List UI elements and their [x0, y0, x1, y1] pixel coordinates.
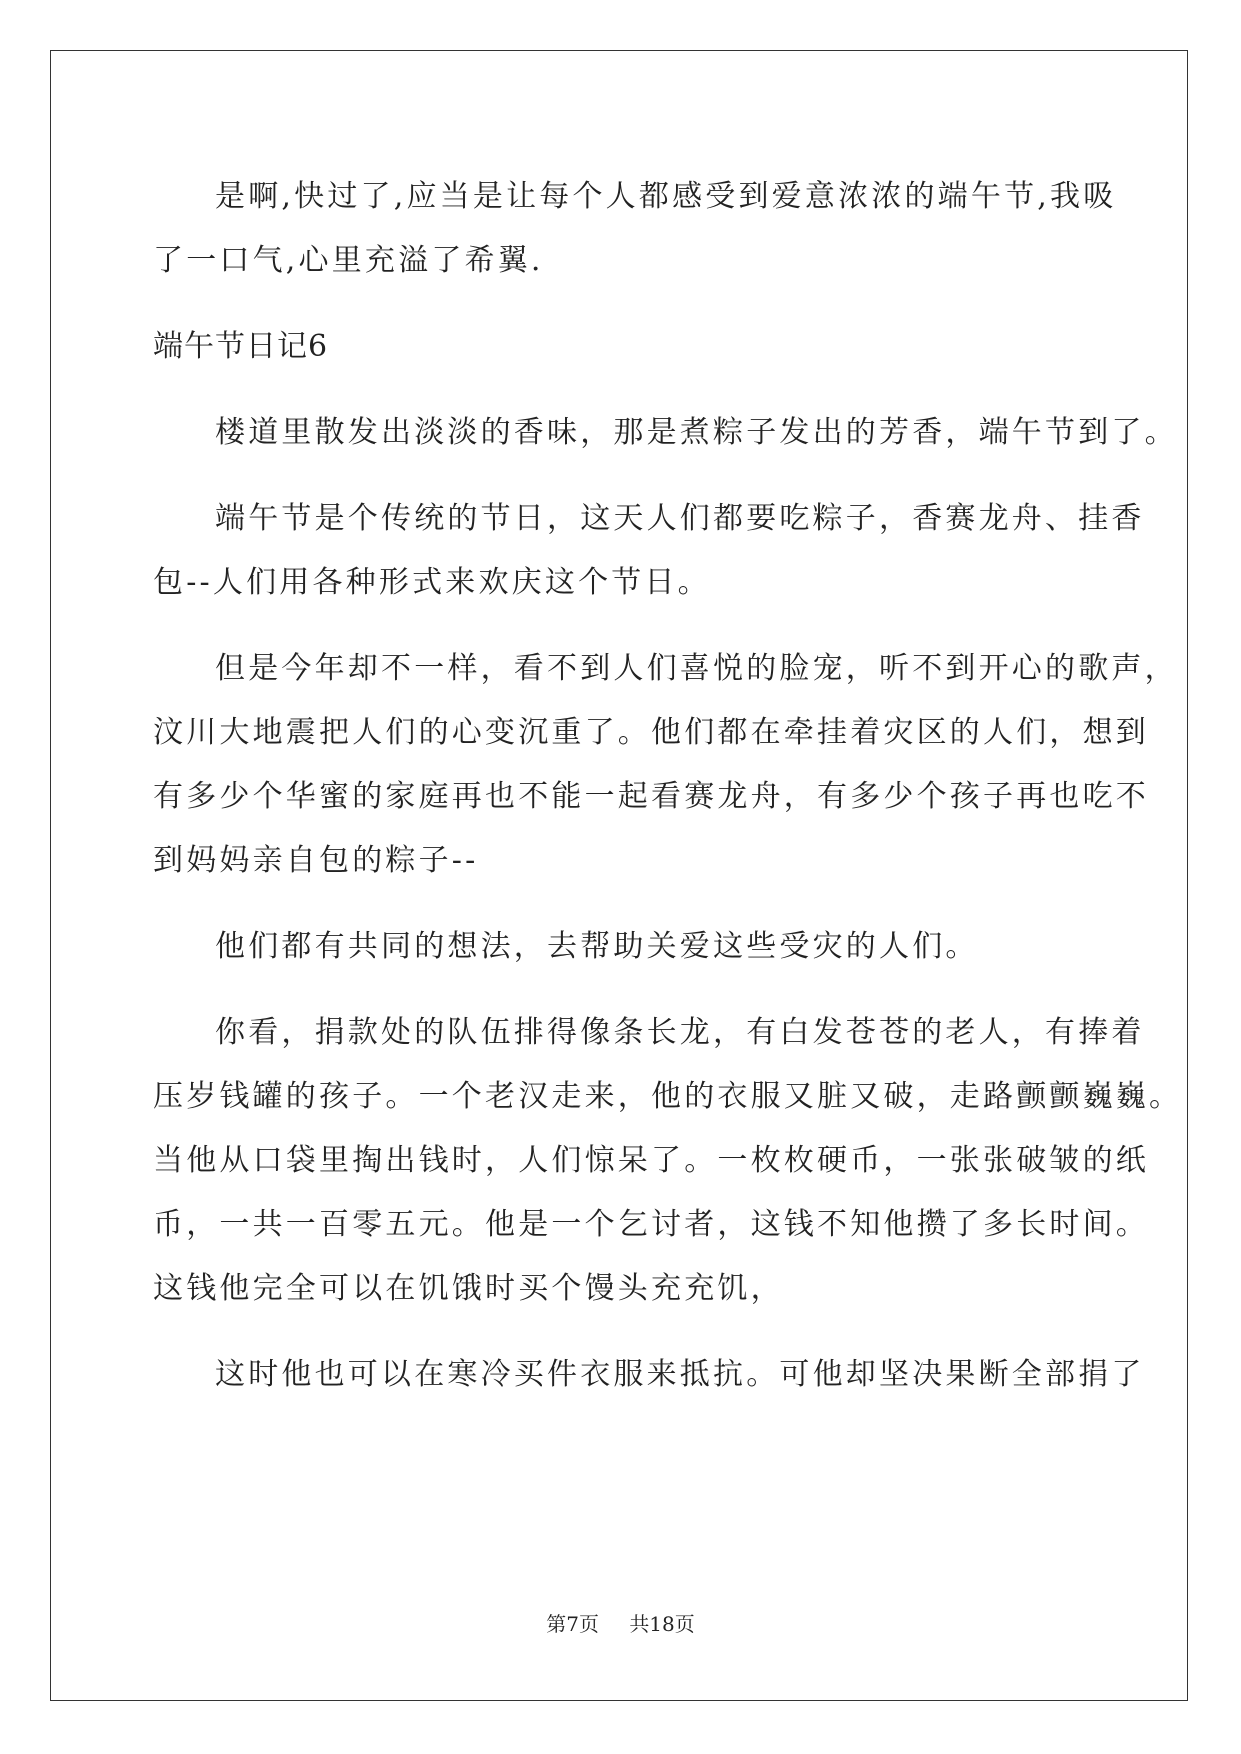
paragraph-gap: [153, 979, 1093, 1001]
section-heading: 端午节日记6: [153, 329, 329, 364]
text-line: 是啊,快过了,应当是让每个人都感受到爱意浓浓的端午节,我吸: [215, 179, 1117, 214]
text-line: 包--人们用各种形式来欢庆这个节日。: [153, 565, 711, 600]
document-body: [153, 165, 1183, 1407]
text-line: 你看，捐款处的队伍排得像条长龙，有白发苍苍的老人，有捧着: [215, 1015, 1145, 1050]
text-line: 了一口气,心里充溢了希翼.: [153, 243, 544, 278]
text-line: 这钱他完全可以在饥饿时买个馒头充充饥，: [153, 1271, 784, 1306]
paragraph-gap: [153, 379, 1093, 401]
text-line: 汶川大地震把人们的心变沉重了。他们都在牵挂着灾区的人们，想到: [153, 715, 1149, 750]
text-line: 楼道里散发出淡淡的香味，那是煮粽子发出的芳香，端午节到了。: [215, 415, 1178, 450]
page-number: 第7页: [546, 1612, 599, 1636]
text-line: 但是今年却不一样，看不到人们喜悦的脸宠，听不到开心的歌声，: [215, 651, 1178, 686]
text-line: 这时他也可以在寒冷买件衣服来抵抗。可他却坚决果断全部捐了: [215, 1357, 1145, 1392]
text-line: 端午节是个传统的节日，这天人们都要吃粽子，香赛龙舟、挂香: [215, 501, 1145, 536]
text-line: 当他从口袋里掏出钱时，人们惊呆了。一枚枚硬币，一张张破皱的纸: [153, 1143, 1149, 1178]
page-footer: [0, 1608, 1241, 1637]
paragraph-gap: [153, 293, 1093, 315]
text-line: 有多少个华蜜的家庭再也不能一起看赛龙舟，有多少个孩子再也吃不: [153, 779, 1149, 814]
text-line: 到妈妈亲自包的粽子--: [153, 843, 479, 878]
paragraph-gap: [153, 893, 1093, 915]
text-line: 币，一共一百零五元。他是一个乞讨者，这钱不知他攒了多长时间。: [153, 1207, 1149, 1242]
text-line: 压岁钱罐的孩子。一个老汉走来，他的衣服又脏又破，走路颤颤巍巍。: [153, 1079, 1183, 1114]
paragraph-gap: [153, 615, 1093, 637]
paragraph-gap: [153, 465, 1093, 487]
paragraph-gap: [153, 1321, 1093, 1343]
text-line: 他们都有共同的想法，去帮助关爱这些受灾的人们。: [215, 929, 979, 964]
page-total: 共18页: [629, 1612, 695, 1636]
